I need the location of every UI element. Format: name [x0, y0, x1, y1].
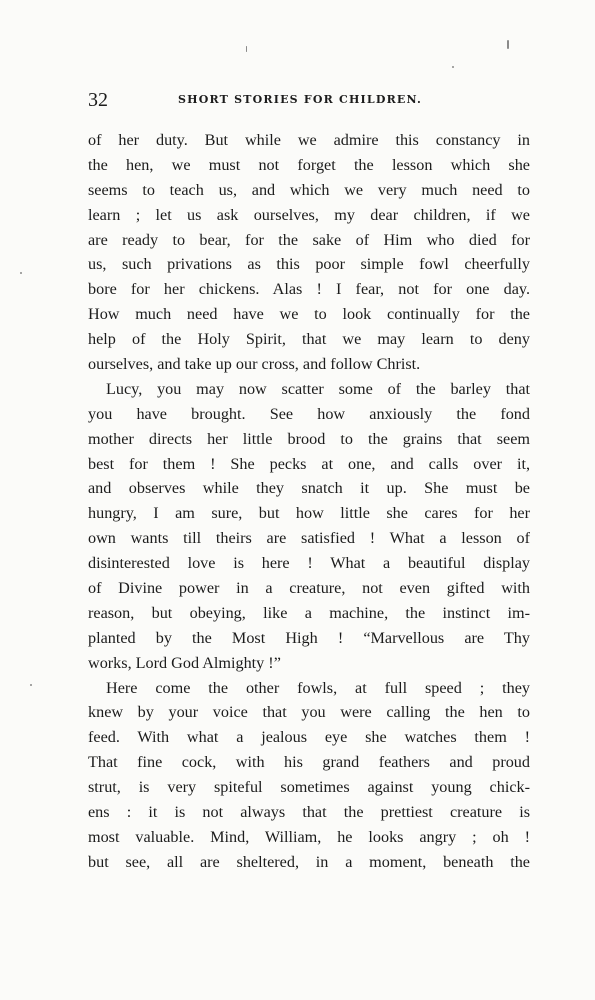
text-line: and observes while they snatch it up. She must be: [88, 479, 530, 498]
paper-speck: [246, 46, 247, 52]
page-header: [88, 86, 528, 114]
text-line: you have brought. See how anxiously the fond: [88, 404, 530, 423]
body-text: [88, 128, 530, 875]
text-line: seems to teach us, and which we very much need to: [88, 180, 530, 199]
text-line: are ready to bear, for the sake of Him who died for: [88, 230, 530, 249]
text-line: Here come the other fowls, at full speed ; they: [106, 678, 530, 697]
text-line: ourselves, and take up our cross, and follow Christ.: [88, 355, 421, 374]
text-line: How much need have we to look continually for the: [88, 305, 530, 324]
text-line: strut, is very spiteful sometimes against young chick-: [88, 778, 530, 797]
text-line: of Divine power in a creature, not even gifted with: [88, 579, 530, 598]
paper-speck: [507, 40, 509, 49]
paper-speck: [20, 272, 22, 274]
paper-speck: [30, 684, 32, 686]
text-line: help of the Holy Spirit, that we may learn to deny: [88, 330, 530, 349]
text-line: us, such privations as this poor simple fowl cheerfully: [88, 255, 530, 274]
text-line: the hen, we must not forget the lesson which she: [88, 155, 530, 174]
page-number: 32: [88, 89, 108, 111]
text-line: feed. With what a jealous eye she watches them !: [88, 728, 530, 747]
text-line: Lucy, you may now scatter some of the barley that: [106, 379, 530, 398]
text-line: planted by the Most High ! “Marvellous are Thy: [88, 628, 530, 647]
text-line: best for them ! She pecks at one, and calls over it,: [88, 454, 530, 473]
text-line: most valuable. Mind, William, he looks angry ; oh !: [88, 827, 530, 846]
text-line: reason, but obeying, like a machine, the instinct im-: [88, 603, 530, 622]
text-line: knew by your voice that you were calling the hen to: [88, 703, 530, 722]
text-line: mother directs her little brood to the grains that seem: [88, 429, 530, 448]
text-line: learn ; let us ask ourselves, my dear children, if we: [88, 205, 530, 224]
text-line: own wants till theirs are satisfied ! What a lesson of: [88, 529, 530, 548]
running-title: SHORT STORIES FOR CHILDREN.: [178, 93, 423, 106]
text-line: hungry, I am sure, but how little she cares for her: [88, 504, 530, 523]
text-line: of her duty. But while we admire this constancy in: [88, 131, 530, 149]
text-line: ens : it is not always that the prettiest creature is: [88, 803, 530, 822]
text-line: That fine cock, with his grand feathers and proud: [88, 753, 530, 772]
text-line: bore for her chickens. Alas ! I fear, not for one day.: [88, 280, 530, 299]
paper-speck: [452, 66, 454, 68]
text-line: works, Lord God Almighty !”: [88, 653, 281, 672]
text-line: disinterested love is here ! What a beautiful display: [88, 554, 530, 573]
text-line: but see, all are sheltered, in a moment, beneath the: [88, 852, 530, 871]
